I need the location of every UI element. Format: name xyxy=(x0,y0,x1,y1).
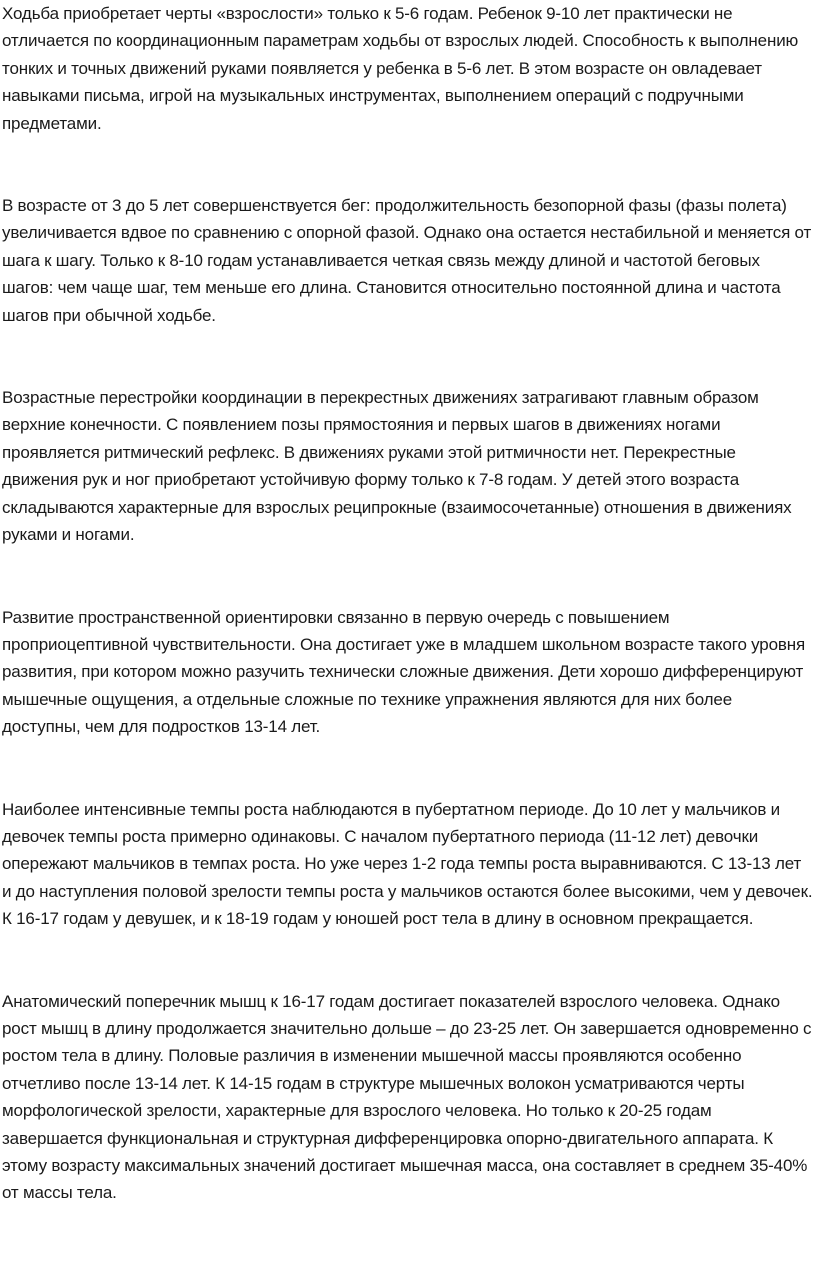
paragraph-coordination: Возрастные перестройки координации в перекрестных движениях затрагивают главным образом верхние конечности. С появлением позы прямостояния и первых шагов в движениях ногами проявляется ритмический рефлекс. В движениях руками этой ритмичности нет. Перекрестные движения рук и ног приобретают устойчивую форму только к 7-8 годам. У детей этого возраста складываются характерные для взрослых реципрокные (взаимосочетанные) отношения в движениях руками и ногами. xyxy=(2,388,792,545)
paragraph-gap xyxy=(2,549,814,604)
paragraph-growth-rate: Наиболее интенсивные темпы роста наблюдаются в пубертатном периоде. До 10 лет у мальчиков и девочек темпы роста примерно одинаковы. С началом пубертатного периода (11-12 лет) девочки опережают мальчиков в темпах роста. Но уже через 1-2 года темпы роста выравниваются. С 13-13 лет и до наступления половой зрелости темпы роста у мальчиков остаются более высокими, чем у девочек. К 16-17 годам у девушек, и к 18-19 годам у юношей рост тела в длину в основном прекращается. xyxy=(2,799,813,929)
paragraph-gap xyxy=(2,137,814,192)
paragraph-walking: Ходьба приобретает черты «взрослости» только к 5-6 годам. Ребенок 9-10 лет практически не отличается по координационным параметрам ходьбы от взрослых людей. Способность к выполнению тонких и точных движений руками появляется у ребенка в 5-6 лет. В этом возрасте он овладевает навыками письма, игрой на музыкальных инструментах, выполнением операций с подручными предметами. xyxy=(2,4,799,133)
paragraph-spatial-orientation: Развитие пространственной ориентировки связанно в первую очередь с повышением проприоцептивной чувствительности. Она достигает уже в младшем школьном возрасте такого уровня развития, при котором можно разучить технически сложные движения. Дети хорошо дифференцируют мышечные ощущения, а отдельные сложные по технике упражнения являются для них более доступны, чем для подростков 13-14 лет. xyxy=(2,607,806,737)
paragraph-muscle-development: Анатомический поперечник мышц к 16-17 годам достигает показателей взрослого человека. Однако рост мышц в длину продолжается значительно дольше – до 23-25 лет. Он завершается одновременно с ростом тела в длину. Половые различия в изменении мышечной массы проявляются особенно отчетливо после 13-14 лет. К 14-15 годам в структуре мышечных волокон усматриваются черты морфологической зрелости, характерные для взрослого человека. Но только к 20-25 годам завершается функциональная и структурная дифференцировка опорно-двигательного аппарата. К этому возрасту максимальных значений достигает мышечная масса, она составляет в среднем 35-40% от массы тела. xyxy=(2,991,812,1203)
paragraph-running: В возрасте от 3 до 5 лет совершенствуется бег: продолжительность безопорной фазы (фазы полета) увеличивается вдвое по сравнению с опорной фазой. Однако она остается нестабильной и меняется от шага к шагу. Только к 8-10 годам устанавливается четкая связь между длиной и частотой беговых шагов: чем чаще шаг, тем меньше его длина. Становится относительно постоянной длина и частота шагов при обычной ходьбе. xyxy=(2,196,812,325)
paragraph-gap xyxy=(2,933,814,988)
document-body xyxy=(2,0,814,1207)
paragraph-gap xyxy=(2,741,814,796)
paragraph-gap xyxy=(2,329,814,384)
